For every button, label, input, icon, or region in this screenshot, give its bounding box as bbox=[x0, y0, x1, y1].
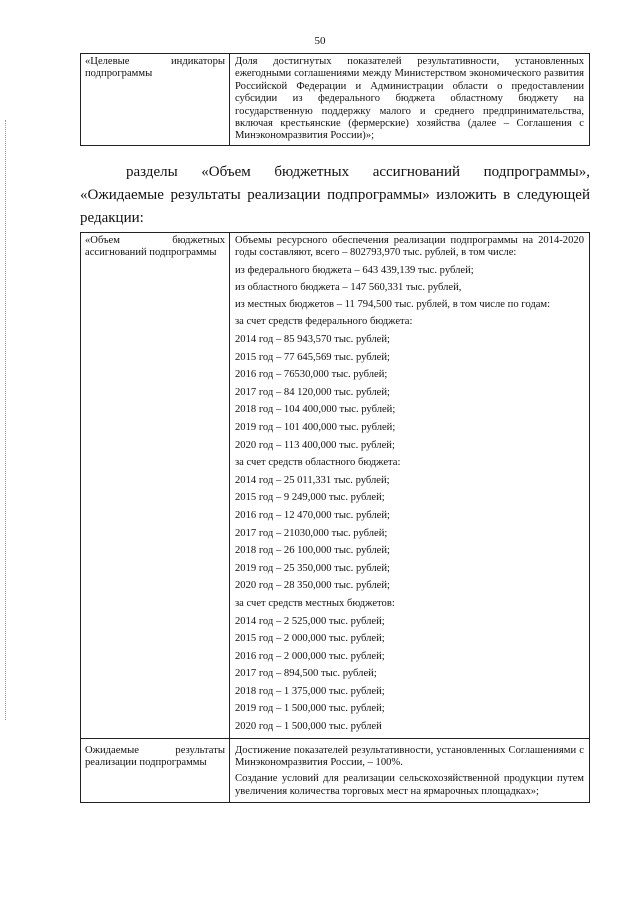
list-item: 2018 год – 26 100,000 тыс. рублей; bbox=[235, 545, 391, 557]
list-item: 2020 год – 1 500,000 тыс. рублей bbox=[235, 721, 382, 733]
budget-intro: Объемы ресурсного обеспечения реализации подпрограммы на 2014-2020 годы составляют, всего – 802793,970 тыс. рублей, в том числе: bbox=[235, 235, 584, 259]
scan-margin-marks bbox=[5, 120, 8, 720]
list-item: 2017 год – 21030,000 тыс. рублей; bbox=[235, 527, 388, 539]
list-item: 2017 год – 894,500 тыс. рублей; bbox=[235, 668, 377, 680]
expected-result-2: Создание условий для реализации сельскохозяйственной продукции путем увеличения количества торговых мест на ярмарочных площадках»; bbox=[235, 773, 584, 797]
list-item: 2017 год – 84 120,000 тыс. рублей; bbox=[235, 386, 391, 398]
intro-text: разделы «Объем бюджетных ассигнований подпрограммы», «Ожидаемые результаты реализации подпрограммы» изложить в следующей редакции: bbox=[80, 164, 590, 226]
list-item: 2015 год – 2 000,000 тыс. рублей; bbox=[235, 633, 385, 645]
budget-content bbox=[230, 233, 590, 739]
table-row bbox=[81, 54, 590, 146]
table-row bbox=[81, 233, 590, 739]
table-row bbox=[81, 738, 590, 803]
budget-local-total: из местных бюджетов – 11 794,500 тыс. рублей, в том числе по годам: bbox=[235, 299, 551, 310]
list-item: 2020 год – 113 400,000 тыс. рублей; bbox=[235, 439, 395, 451]
list-item: 2019 год – 1 500,000 тыс. рублей; bbox=[235, 703, 385, 715]
list-item: 2019 год – 25 350,000 тыс. рублей; bbox=[235, 562, 391, 574]
list-item: 2014 год – 85 943,570 тыс. рублей; bbox=[235, 334, 391, 345]
list-item: 2015 год – 77 645,569 тыс. рублей; bbox=[235, 351, 391, 363]
list-item: 2014 год – 2 525,000 тыс. рублей; bbox=[235, 615, 385, 627]
list-item: 2015 год – 9 249,000 тыс. рублей; bbox=[235, 492, 385, 504]
target-indicators-text: Доля достигнутых показателей результативности, установленных ежегодными соглашениями между Министерством экономического развития Российской Федерации и Администрации области о предоставлении субсидии из федерального бюджета областному бюджету на государственную поддержку малого и среднего предпринимательства, включая крестьянские (фермерские) хозяйства (далее – Соглашения с Минэкономразвития России)»; bbox=[230, 54, 590, 146]
budget-table bbox=[80, 232, 590, 803]
budget-regional-total: из областного бюджета – 147 560,331 тыс. рублей, bbox=[235, 282, 462, 294]
local-heading: за счет средств местных бюджетов: bbox=[235, 597, 395, 609]
target-indicators-label: «Целевые индикаторы подпрограммы bbox=[81, 54, 230, 146]
list-item: 2020 год – 28 350,000 тыс. рублей; bbox=[235, 580, 391, 592]
federal-heading: за счет средств федерального бюджета: bbox=[235, 316, 413, 328]
page-number: 50 bbox=[314, 35, 326, 47]
list-item: 2016 год – 12 470,000 тыс. рублей; bbox=[235, 509, 391, 521]
target-indicators-table bbox=[80, 53, 590, 146]
expected-results-label: Ожидаемые результаты реализации подпрограммы bbox=[81, 738, 230, 803]
list-item: 2018 год – 1 375,000 тыс. рублей; bbox=[235, 685, 385, 697]
list-item: 2016 год – 2 000,000 тыс. рублей; bbox=[235, 650, 385, 662]
list-item: 2019 год – 101 400,000 тыс. рублей; bbox=[235, 421, 396, 433]
budget-label: «Объем бюджетных ассигнований подпрограммы bbox=[81, 233, 230, 739]
expected-result-1: Достижение показателей результативности, установленных Соглашениями с Минэкономразвития России, – 100%. bbox=[235, 744, 584, 769]
budget-federal-total: из федерального бюджета – 643 439,139 тыс. рублей; bbox=[235, 264, 474, 276]
expected-results-content bbox=[230, 738, 590, 803]
list-item: 2016 год – 76530,000 тыс. рублей; bbox=[235, 369, 388, 381]
regional-heading: за счет средств областного бюджета: bbox=[235, 457, 401, 469]
intro-paragraph bbox=[80, 161, 590, 230]
list-item: 2014 год – 25 011,331 тыс. рублей; bbox=[235, 474, 390, 486]
list-item: 2018 год – 104 400,000 тыс. рублей; bbox=[235, 404, 396, 416]
